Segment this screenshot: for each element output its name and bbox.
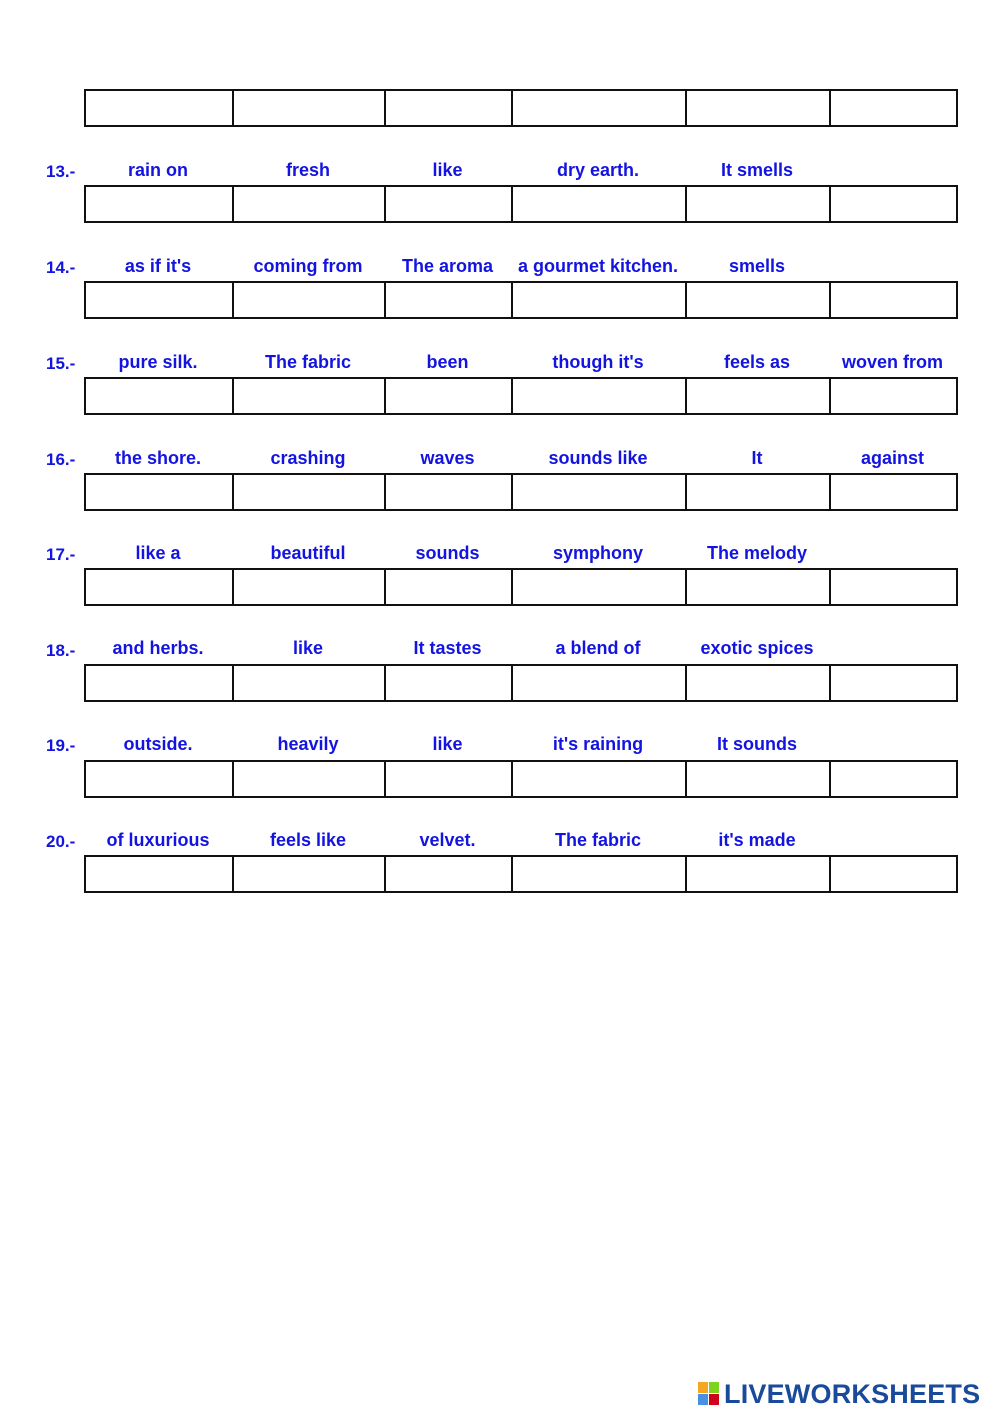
answer-box[interactable]: [686, 90, 830, 126]
answer-box[interactable]: [85, 474, 233, 510]
answer-box[interactable]: [830, 761, 957, 797]
answer-box[interactable]: [830, 856, 957, 892]
answer-box[interactable]: [512, 665, 686, 701]
word-tile[interactable]: velvet.: [419, 830, 476, 850]
word-tile[interactable]: It smells: [720, 160, 794, 180]
answer-box[interactable]: [686, 378, 830, 414]
word-tile[interactable]: a blend of: [555, 638, 641, 658]
word-tile[interactable]: crashing: [270, 448, 346, 468]
answer-box[interactable]: [233, 90, 385, 126]
item-number: 20.-: [46, 832, 76, 851]
answer-box[interactable]: [512, 474, 686, 510]
answer-box[interactable]: [686, 569, 830, 605]
answer-row-18: [84, 664, 958, 702]
answer-box[interactable]: [512, 186, 686, 222]
answer-box[interactable]: [385, 761, 512, 797]
item-number: 14.-: [46, 258, 76, 277]
liveworksheets-logo-icon: [698, 1382, 720, 1406]
answer-box[interactable]: [233, 186, 385, 222]
answer-box[interactable]: [233, 282, 385, 318]
word-tile[interactable]: like: [292, 638, 324, 658]
answer-box[interactable]: [85, 665, 233, 701]
word-tile[interactable]: it's raining: [552, 734, 644, 754]
word-tile[interactable]: and herbs.: [112, 638, 204, 658]
answer-box[interactable]: [233, 665, 385, 701]
word-tile[interactable]: like a: [135, 543, 181, 563]
answer-row-20: [84, 855, 958, 893]
answer-box[interactable]: [385, 856, 512, 892]
answer-box[interactable]: [512, 282, 686, 318]
word-tile[interactable]: fresh: [285, 160, 330, 180]
answer-box[interactable]: [233, 378, 385, 414]
word-tile[interactable]: sounds like: [548, 448, 648, 468]
answer-box[interactable]: [686, 474, 830, 510]
word-tile[interactable]: against: [860, 448, 925, 468]
item-number: 15.-: [46, 354, 76, 373]
word-tile[interactable]: heavily: [277, 734, 339, 754]
answer-box[interactable]: [385, 378, 512, 414]
word-tile[interactable]: exotic spices: [700, 638, 814, 658]
answer-box[interactable]: [85, 856, 233, 892]
word-tile[interactable]: The melody: [706, 543, 808, 563]
word-tile[interactable]: as if it's: [124, 256, 192, 276]
answer-box[interactable]: [85, 186, 233, 222]
brand-name: LIVEWORKSHEETS: [724, 1379, 981, 1409]
answer-box[interactable]: [512, 378, 686, 414]
answer-box[interactable]: [830, 665, 957, 701]
word-tile[interactable]: It sounds: [717, 734, 797, 754]
word-tile[interactable]: It tastes: [413, 638, 482, 658]
word-tile[interactable]: a gourmet kitchen.: [517, 256, 679, 276]
word-tile[interactable]: been: [426, 352, 469, 372]
answer-box[interactable]: [85, 569, 233, 605]
word-tile[interactable]: like: [432, 734, 463, 754]
word-tile[interactable]: the shore.: [114, 448, 202, 468]
answer-box[interactable]: [686, 282, 830, 318]
answer-box[interactable]: [512, 90, 686, 126]
answer-box[interactable]: [85, 90, 233, 126]
answer-row-19: [84, 760, 958, 798]
answer-box[interactable]: [385, 90, 512, 126]
word-tile[interactable]: pure silk.: [118, 352, 198, 372]
word-tile[interactable]: The aroma: [401, 256, 494, 276]
answer-box[interactable]: [385, 282, 512, 318]
answer-box[interactable]: [830, 569, 957, 605]
answer-box[interactable]: [830, 90, 957, 126]
answer-box[interactable]: [385, 665, 512, 701]
word-tile[interactable]: feels like: [269, 830, 347, 850]
answer-row-12: [84, 89, 958, 127]
answer-box[interactable]: [686, 856, 830, 892]
word-tile[interactable]: The fabric: [554, 830, 642, 850]
answer-row-16: [84, 473, 958, 511]
answer-row-15: [84, 377, 958, 415]
word-tile[interactable]: symphony: [552, 543, 644, 563]
item-number: 13.-: [46, 162, 76, 181]
answer-box[interactable]: [85, 378, 233, 414]
word-tile[interactable]: coming from: [253, 256, 363, 276]
liveworksheets-brand: [698, 1378, 994, 1410]
item-number: 16.-: [46, 450, 76, 469]
answer-box[interactable]: [830, 474, 957, 510]
answer-box[interactable]: [512, 856, 686, 892]
answer-box[interactable]: [830, 378, 957, 414]
word-tile[interactable]: feels as: [723, 352, 791, 372]
answer-box[interactable]: [385, 569, 512, 605]
answer-box[interactable]: [85, 282, 233, 318]
answer-box[interactable]: [686, 665, 830, 701]
word-tile[interactable]: woven from: [841, 352, 943, 372]
item-number: 19.-: [46, 736, 76, 755]
word-tile[interactable]: though it's: [552, 352, 644, 372]
word-tile[interactable]: rain on: [127, 160, 188, 180]
answer-box[interactable]: [686, 186, 830, 222]
answer-box[interactable]: [85, 761, 233, 797]
item-number: 17.-: [46, 545, 76, 564]
answer-box[interactable]: [686, 761, 830, 797]
answer-row-13: [84, 185, 958, 223]
word-tile[interactable]: dry earth.: [556, 160, 640, 180]
answer-box[interactable]: [233, 474, 385, 510]
word-tile[interactable]: outside.: [123, 734, 193, 754]
answer-box[interactable]: [512, 761, 686, 797]
word-tile[interactable]: like: [432, 160, 463, 180]
answer-box[interactable]: [385, 474, 512, 510]
answer-box[interactable]: [233, 856, 385, 892]
item-number: 18.-: [46, 641, 76, 660]
answer-row-17: [84, 568, 958, 606]
word-tile[interactable]: of luxurious: [106, 830, 210, 850]
word-tile[interactable]: smells: [728, 256, 786, 276]
word-tile[interactable]: beautiful: [270, 543, 346, 563]
answer-row-14: [84, 281, 958, 319]
answer-box[interactable]: [512, 569, 686, 605]
word-tile[interactable]: waves: [420, 448, 475, 468]
answer-box[interactable]: [385, 186, 512, 222]
answer-box[interactable]: [830, 282, 957, 318]
word-tile[interactable]: sounds: [415, 543, 480, 563]
word-tile[interactable]: it's made: [718, 830, 796, 850]
answer-box[interactable]: [233, 569, 385, 605]
word-tile[interactable]: It: [751, 448, 763, 468]
answer-box[interactable]: [233, 761, 385, 797]
word-tile[interactable]: The fabric: [264, 352, 352, 372]
answer-box[interactable]: [830, 186, 957, 222]
